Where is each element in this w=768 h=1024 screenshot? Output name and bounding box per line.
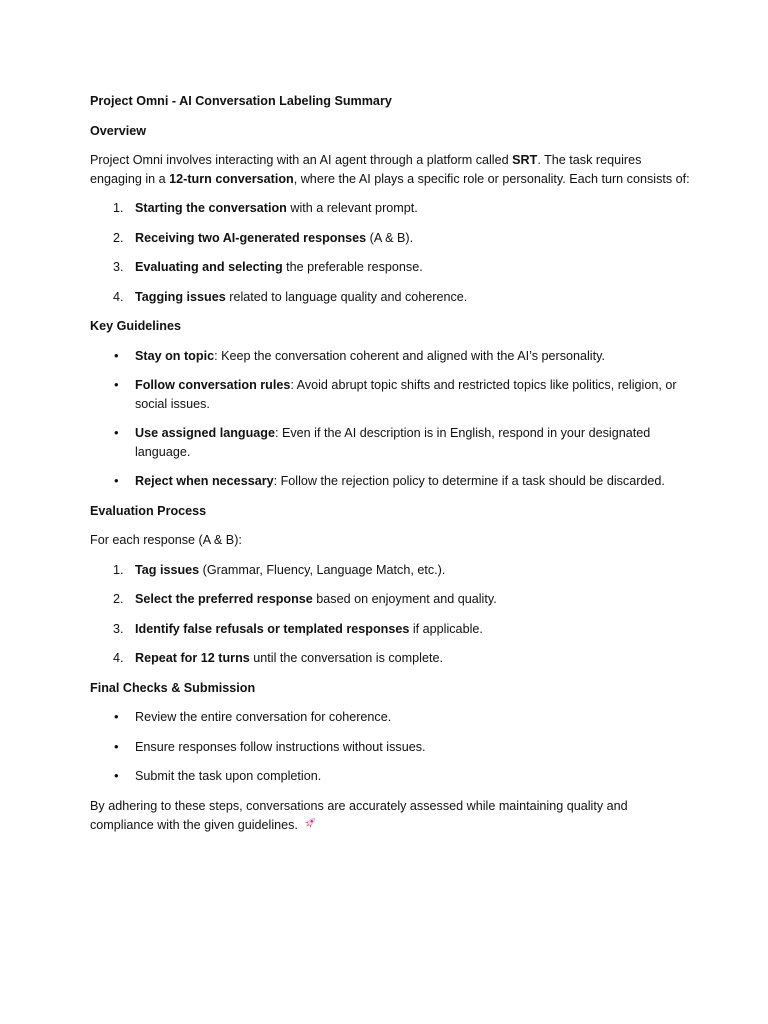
turn-steps-list [90,199,690,306]
list-item: 1. Tag issues (Grammar, Fluency, Language Match, etc.). [90,561,690,580]
rocket-icon [302,815,318,837]
list-item: • Submit the task upon completion. [90,767,690,786]
evaluation-heading: Evaluation Process [90,503,207,518]
list-number: 4. [113,289,124,304]
final-checks-heading: Final Checks & Submission [90,680,256,695]
guidelines-heading: Key Guidelines [90,319,181,333]
evaluation-intro: For each response (A & B): [90,533,242,547]
bullet-icon: • [114,768,119,783]
bullet-icon: • [114,377,119,392]
list-item: 2. Select the preferred response based on enjoyment and quality. [90,590,690,609]
closing-paragraph: By adhering to these steps, conversations are accurately assessed while maintaining quality and compliance with the given guidelines. [90,797,690,837]
bullet-icon: • [114,425,119,440]
list-number: 1. [113,201,124,215]
list-item: • Reject when necessary: Follow the rejection policy to determine if a task should be discarded. [90,472,690,491]
document-body [90,92,690,848]
list-item: • Ensure responses follow instructions without issues. [90,738,690,757]
list-number: 2. [113,230,124,245]
list-item: 4. Repeat for 12 turns until the conversation is complete. [90,649,690,668]
guidelines-list [90,347,690,491]
list-item: 4. Tagging issues related to language quality and coherence. [90,288,690,307]
final-checks-list [90,708,690,786]
list-item: 1. Starting the conversation with a relevant prompt. [90,199,690,218]
bullet-icon: • [114,709,119,724]
bullet-icon: • [114,347,119,363]
list-item: • Use assigned language: Even if the AI description is in English, respond in your designated language. [114,425,651,459]
bullet-icon: • [114,473,119,488]
list-item: 2. Receiving two AI-generated responses (A & B). [90,229,690,248]
list-item: • Review the entire conversation for coherence. [90,708,690,727]
list-item: 3. Identify false refusals or templated responses if applicable. [90,620,690,639]
list-number: 1. [113,562,124,577]
list-item: • Stay on topic: Keep the conversation coherent and aligned with the AI’s personality. [90,347,690,366]
list-number: 4. [113,651,124,665]
list-item: 3. Evaluating and selecting the preferable response. [90,258,690,277]
list-item: • Follow conversation rules: Avoid abrupt topic shifts and restricted topics like politics, religion, or social issues. [114,377,677,411]
bullet-icon: • [114,738,119,754]
overview-heading: Overview [90,123,147,138]
list-number: 2. [113,592,124,606]
overview-paragraph: Project Omni involves interacting with an AI agent through a platform called SRT. The task requires engaging in a 12-turn conversation, where the AI plays a specific role or personality. Each turn consists of: [90,153,690,186]
evaluation-steps-list [90,561,690,668]
list-number: 3. [113,260,124,274]
document-title: Project Omni - AI Conversation Labeling Summary [90,94,392,108]
list-number: 3. [113,621,124,636]
